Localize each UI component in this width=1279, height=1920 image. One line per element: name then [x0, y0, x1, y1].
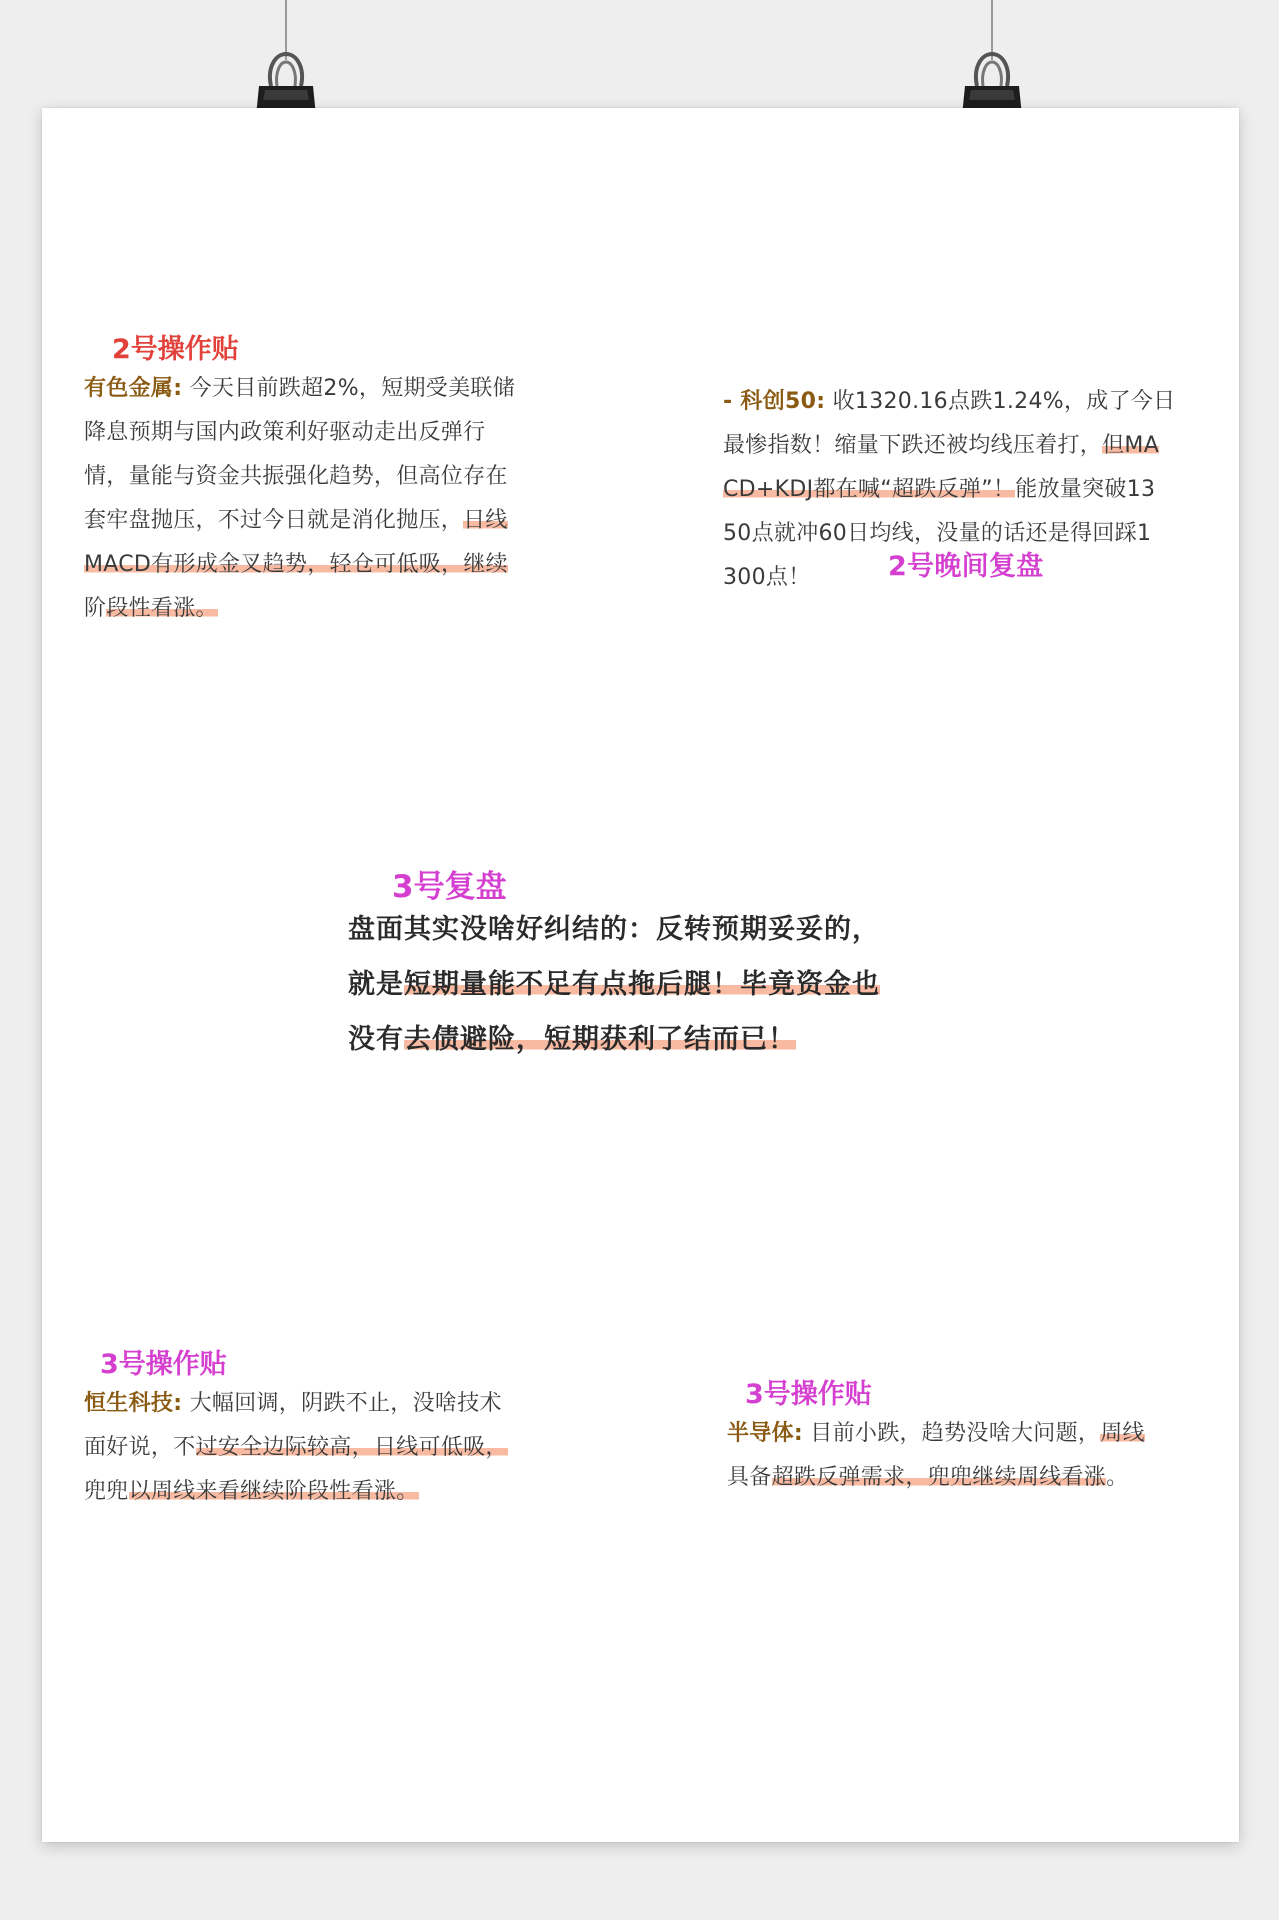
post-body	[727, 1412, 1145, 1500]
post-body	[84, 1382, 508, 1514]
highlight-mark: MACD有形成金叉趋势，轻仓可低吸，继续	[84, 552, 508, 577]
text-line: 套牢盘抛压，不过今日就是消化抛压，日线	[84, 508, 508, 533]
highlight-mark: 周线	[1100, 1421, 1145, 1446]
text-line: 面好说，不过安全边际较高，日线可低吸，	[84, 1435, 508, 1460]
sector-keyword: - 科创50:	[723, 389, 826, 414]
text-line: 300点！ 2号晚间复盘	[723, 551, 1044, 590]
highlight-mark: 但MA	[1102, 433, 1160, 458]
highlight-mark: 以周线来看继续阶段性看涨。	[128, 1479, 419, 1504]
post-title: 3号复盘	[392, 869, 507, 905]
post-semiconductor	[727, 1378, 1145, 1500]
highlight-mark: 日线	[463, 508, 508, 533]
sector-keyword: 恒生科技:	[84, 1391, 183, 1416]
text-line: 就是短期量能不足有点拖后腿！毕竟资金也	[348, 969, 880, 1000]
highlight-mark: 短期量能不足有点拖后腿！毕竟资金也	[404, 969, 880, 1000]
sector-keyword: 有色金属:	[84, 376, 183, 401]
text-line: - 科创50: 收1320.16点跌1.24%，成了今日	[723, 389, 1176, 414]
post-body	[348, 902, 880, 1067]
text-line: 阶段性看涨。	[84, 596, 218, 621]
text-line: 兜兜以周线来看继续阶段性看涨。	[84, 1479, 419, 1504]
text-line	[84, 543, 515, 587]
post-title: 3号操作贴	[100, 1349, 227, 1380]
text-line: CD+KDJ都在喊“超跌反弹”！能放量突破13	[723, 477, 1156, 502]
highlight-mark: 过安全边际较高，日线可低吸，	[195, 1435, 508, 1460]
highlight-mark: CD+KDJ都在喊“超跌反弹”！	[723, 477, 1016, 502]
text-line: 50点就冲60日均线，没量的话还是得回踩1	[723, 521, 1152, 546]
text-line: 半导体: 目前小跌，趋势没啥大问题，周线	[727, 1421, 1145, 1446]
post-body	[723, 380, 1175, 600]
highlight-mark: 段性看涨。	[106, 596, 218, 621]
text-line: 没有去债避险，短期获利了结而已！	[348, 1024, 796, 1055]
post-body	[84, 367, 515, 631]
highlight-mark: 去债避险，短期获利了结而已！	[404, 1024, 796, 1055]
post-hang-seng-tech	[84, 1348, 508, 1514]
post-star50-review	[723, 380, 1175, 600]
paper-sheet	[42, 108, 1239, 1842]
text-line: 最惨指数！缩量下跌还被均线压着打，但MA	[723, 433, 1160, 458]
post-nonferrous-metals	[84, 333, 515, 631]
text-line: 具备超跌反弹需求，兜兜继续周线看涨。	[727, 1465, 1129, 1490]
text-line: 降息预期与国内政策利好驱动走出反弹行	[84, 420, 486, 445]
highlight-mark: 超跌反弹需求，兜兜继续周线看涨	[771, 1465, 1107, 1490]
post-day3-review	[348, 870, 880, 1067]
sector-keyword: 半导体:	[727, 1421, 803, 1446]
text-line: 恒生科技: 大幅回调，阴跌不止，没啥技术	[84, 1391, 502, 1416]
post-title: 3号操作贴	[745, 1379, 872, 1410]
text-line: 有色金属: 今天目前跌超2%，短期受美联储	[84, 376, 516, 401]
text-line: 情，量能与资金共振强化趋势，但高位存在	[84, 464, 508, 489]
post-tag: 2号晚间复盘	[888, 551, 1044, 582]
text-line: 盘面其实没啥好纠结的：反转预期妥妥的，	[348, 914, 880, 945]
post-title: 2号操作贴	[112, 334, 239, 365]
